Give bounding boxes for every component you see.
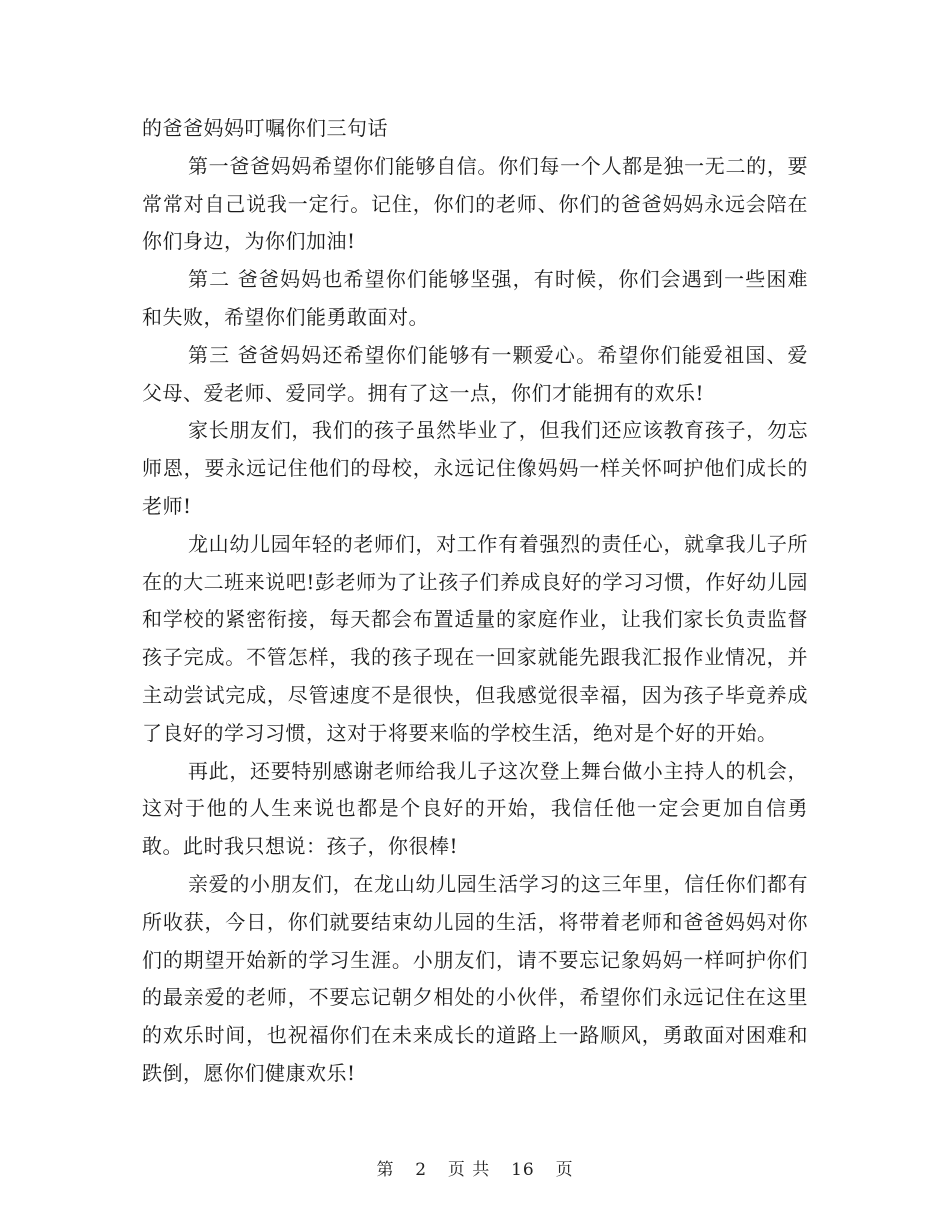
paragraph-8: 亲爱的小朋友们，在龙山幼儿园生活学习的这三年里，信任你们都有所收获，今日，你们就要结束幼儿园的生活，将带着老师和爸爸妈妈对你们的期望开始新的学习生涯。小朋友们，请不要忘记象妈妈一样呵护你们的最亲爱的老师，不要忘记朝夕相处的小伙伴，希望你们永远记住在这里的欢乐时间，也祝福你们在未来成长的道路上一路顺风，勇敢面对困难和跌倒，愿你们健康欢乐! [142, 871, 808, 1085]
footer-prefix: 第 [376, 1160, 395, 1180]
paragraph-4: 第三 爸爸妈妈还希望你们能够有一颗爱心。希望你们能爱祖国、爱父母、爱老师、爱同学。拥有了这一点，你们才能拥有的欢乐! [142, 342, 808, 405]
paragraph-7: 再此，还要特别感谢老师给我儿子这次登上舞台做小主持人的机会，这对于他的人生来说也都是个良好的开始，我信任他一定会更加自信勇敢。此时我只想说：孩子，你很棒! [142, 758, 808, 859]
paragraph-3: 第二 爸爸妈妈也希望你们能够坚强，有时候，你们会遇到一些困难和失败，希望你们能勇敢面对。 [142, 267, 808, 329]
footer-page-number: 2 [415, 1160, 428, 1180]
paragraph-6: 龙山幼儿园年轻的老师们，对工作有着强烈的责任心，就拿我儿子所在的大二班来说吧!彭老师为了让孩子们养成良好的学习习惯，作好幼儿园和学校的紧密衔接，每天都会布置适量的家庭作业，让我们家长负责监督孩子完成。不管怎样，我的孩子现在一回家就能先跟我汇报作业情况，并主动尝试完成，尽管速度不是很快，但我感觉很幸福，因为孩子毕竟养成了良好的学习习惯，这对于将要来临的学校生活，绝对是个好的开始。 [142, 531, 808, 745]
footer-suffix: 页 [555, 1160, 574, 1180]
paragraph-2: 第一爸爸妈妈希望你们能够自信。你们每一个人都是独一无二的，要常常对自己说我一定行。记住，你们的老师、你们的爸爸妈妈永远会陪在你们身边，为你们加油! [142, 153, 808, 254]
page-footer [0, 1155, 950, 1180]
footer-total-pages: 16 [511, 1160, 535, 1180]
footer-middle: 页 共 [447, 1160, 491, 1180]
paragraph-1: 的爸爸妈妈叮嘱你们三句话 [142, 116, 388, 140]
document-body [142, 110, 808, 1093]
paragraph-5: 家长朋友们，我们的孩子虽然毕业了，但我们还应该教育孩子，勿忘师恩，要永远记住他们的母校，永远记住像妈妈一样关怀呵护他们成长的老师! [142, 418, 808, 518]
